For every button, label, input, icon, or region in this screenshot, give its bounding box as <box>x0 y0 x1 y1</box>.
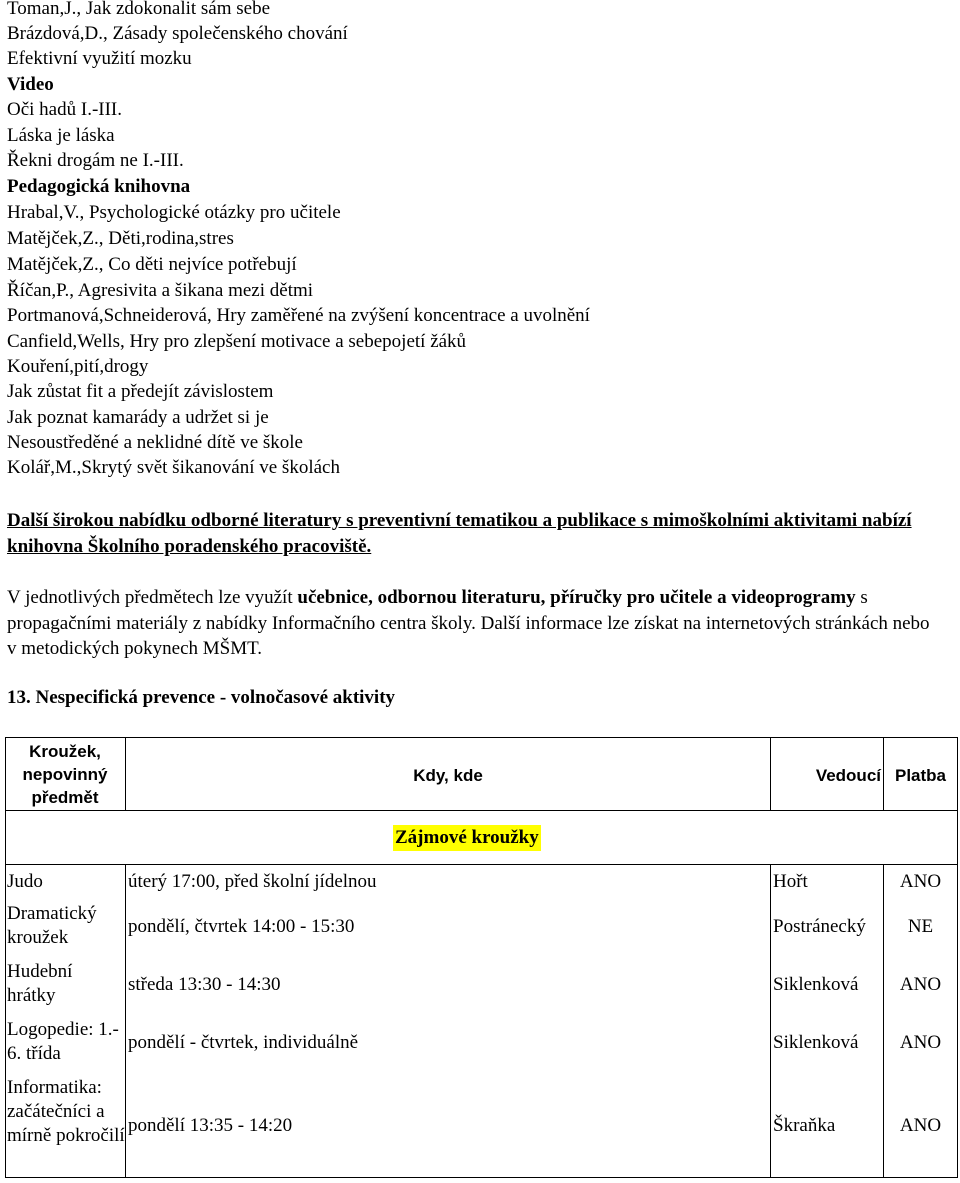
table-border <box>770 864 771 1178</box>
table-cell-leader: Škraňka <box>773 1115 836 1136</box>
table-cell-name: Judo <box>7 871 43 892</box>
list-item: Říčan,P., Agresivita a šikana mezi dětmi <box>7 280 314 301</box>
header-payment: Platba <box>894 766 947 785</box>
table-border <box>957 737 958 1178</box>
header-when-where: Kdy, kde <box>413 766 483 785</box>
list-item: Matějček,Z., Co děti nejvíce potřebují <box>7 254 297 275</box>
list-item: Láska je láska <box>7 125 115 146</box>
table-cell-leader: Hořt <box>773 871 808 892</box>
table-cell-when: pondělí, čtvrtek 14:00 - 15:30 <box>128 916 355 937</box>
table-cell-when: úterý 17:00, před školní jídelnou <box>128 871 377 892</box>
table-cell-pay: ANO <box>899 1115 942 1136</box>
table-cell-pay: ANO <box>899 1032 942 1053</box>
table-border <box>5 864 958 865</box>
list-item: Canfield,Wells, Hry pro zlepšení motivace a sebepojetí žáků <box>7 331 467 352</box>
table-cell-name: Logopedie: 1.- 6. třída <box>7 1019 119 1064</box>
subjects-paragraph <box>7 585 937 662</box>
table-cell-leader: Siklenková <box>773 1032 859 1053</box>
list-item: Jak poznat kamarády a udržet si je <box>7 407 269 428</box>
paragraph-bold: učebnice, odbornou literaturu, příručky pro učitele a videoprogramy <box>297 587 856 608</box>
list-item: Hrabal,V., Psychologické otázky pro učitele <box>7 202 341 223</box>
list-item: Brázdová,D., Zásady společenského chování <box>7 23 348 44</box>
table-cell-name: Dramatický kroužek <box>7 903 97 948</box>
paragraph-text-1: V jednotlivých předmětech lze využít <box>7 587 298 608</box>
table-cell-leader: Siklenková <box>773 974 859 995</box>
table-cell-name: Informatika: začátečníci a mírně pokročilí <box>7 1077 125 1146</box>
table-cell-when: pondělí 13:35 - 14:20 <box>128 1115 293 1136</box>
header-club: Kroužek, nepovinný předmět <box>22 742 108 807</box>
table-cell-when: středa 13:30 - 14:30 <box>128 974 281 995</box>
table-cell-pay: ANO <box>899 871 942 892</box>
table-cell-leader: Postránecký <box>773 916 866 937</box>
list-item: Kolář,M.,Skrytý svět šikanování ve školách <box>7 457 340 478</box>
table-cell-pay: ANO <box>899 974 942 995</box>
group-label: Zájmové kroužky <box>393 825 541 851</box>
list-item: Portmanová,Schneiderová, Hry zaměřené na zvýšení koncentrace a uvolnění <box>7 305 590 326</box>
library-note <box>7 508 937 559</box>
table-cell-pay: NE <box>907 916 934 937</box>
section-heading: 13. Nespecifická prevence - volnočasové aktivity <box>7 687 396 708</box>
paragraph-text-2: s propagačními materiály z nabídky Informačního centra školy. Další informace lze získat na internetových stránkách nebo v metodických pokynech MŠMT. <box>7 587 930 659</box>
table-border <box>5 737 958 738</box>
list-heading-video: Video <box>7 74 54 95</box>
table-border <box>125 864 126 1178</box>
list-heading-library: Pedagogická knihovna <box>7 176 191 197</box>
table-border <box>5 1177 958 1178</box>
list-item: Jak zůstat fit a předejít závislostem <box>7 381 274 402</box>
table-cell-when: pondělí - čtvrtek, individuálně <box>128 1032 359 1053</box>
header-leader: Vedoucí <box>815 766 881 785</box>
list-item: Nesoustředěné a neklidné dítě ve škole <box>7 432 303 453</box>
table-cell-name: Hudební hrátky <box>7 961 73 1006</box>
table-border <box>5 810 958 811</box>
list-item: Řekni drogám ne I.-III. <box>7 150 184 171</box>
library-note-text: Další širokou nabídku odborné literatury s preventivní tematikou a publikace s mimoškolními aktivitami nabízí knihovna Školního poradenského pracoviště. <box>7 510 912 557</box>
list-item: Matějček,Z., Děti,rodina,stres <box>7 228 234 249</box>
list-item: Kouření,pití,drogy <box>7 356 149 377</box>
list-item: Toman,J., Jak zdokonalit sám sebe <box>7 0 271 19</box>
list-item: Oči hadů I.-III. <box>7 99 123 120</box>
list-item: Efektivní využití mozku <box>7 48 192 69</box>
